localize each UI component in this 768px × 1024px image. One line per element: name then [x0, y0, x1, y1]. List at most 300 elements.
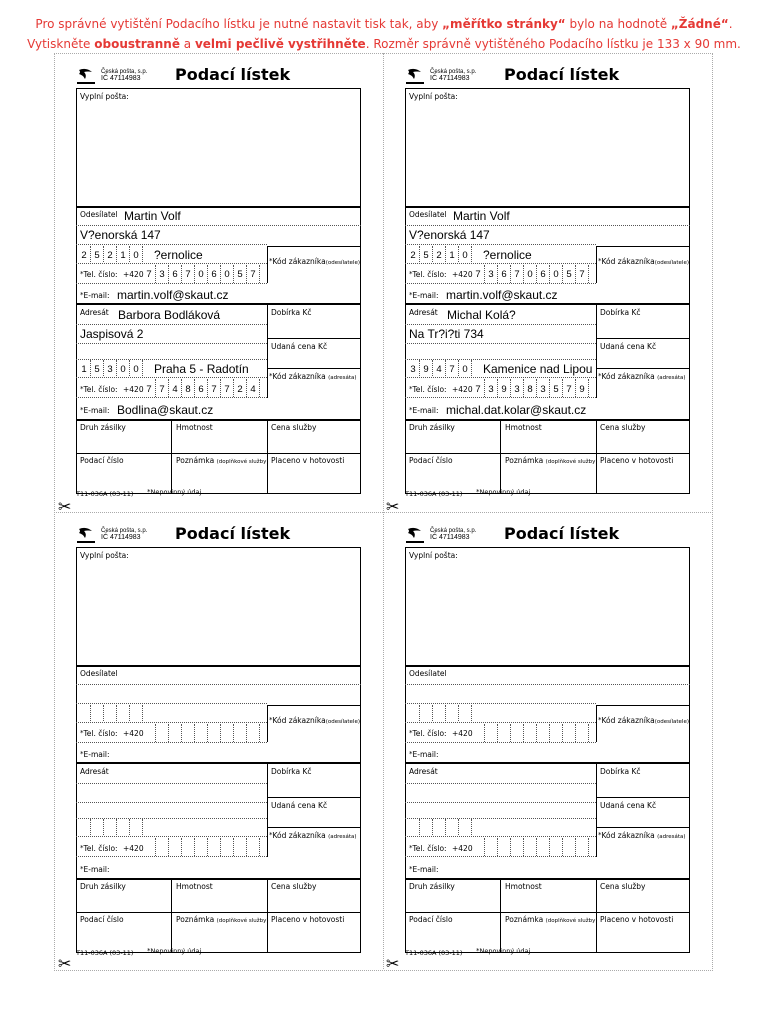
note-small: (doplňkové služby) — [545, 918, 598, 924]
recipient-zip-digit: 3 — [410, 364, 416, 375]
phone-label-text: Tel. číslo: — [83, 729, 118, 738]
row-divider — [596, 827, 690, 828]
dotted-line — [405, 324, 596, 325]
digit-separator — [549, 838, 550, 856]
email-label-text: E-mail: — [412, 750, 439, 759]
recipient-email-label — [409, 865, 439, 874]
customer-code-note: (odesílatele) — [654, 260, 689, 266]
recipient-phone-digit: 7 — [566, 384, 572, 395]
podaci-listek-slip — [405, 524, 690, 961]
digit-separator — [116, 819, 117, 835]
dotted-line — [76, 283, 267, 284]
recipient-email-label — [80, 406, 110, 415]
recipient-zip-digit: 5 — [94, 364, 100, 375]
required-star: * — [598, 257, 602, 265]
dotted-line — [405, 703, 596, 704]
required-star: * — [80, 270, 84, 278]
dotted-line — [405, 818, 596, 819]
sender-phone-digit: 6 — [501, 269, 507, 280]
recipient-phone-digit: 4 — [172, 384, 178, 395]
service-price-label: Cena služby — [271, 423, 317, 432]
recipient-zip-digit: 0 — [462, 364, 468, 375]
sender-label: Odesílatel — [80, 669, 118, 678]
dotted-line — [76, 742, 267, 743]
email-label-text: E-mail: — [83, 406, 110, 415]
sender-phone-digit: 0 — [527, 269, 533, 280]
sender-phone-digit: 7 — [185, 269, 191, 280]
row-divider — [405, 453, 690, 454]
digit-separator — [181, 724, 182, 742]
slip-title: Podací lístek — [504, 65, 620, 84]
post-office-label: Vyplní pošta: — [80, 92, 129, 101]
weight-label: Hmotnost — [176, 423, 213, 432]
recipient-name: Barbora Bodláková — [118, 308, 221, 322]
sender-phone-digit: 0 — [553, 269, 559, 280]
recipient-zip-digit: 4 — [436, 364, 442, 375]
dotted-line — [405, 802, 596, 803]
section-divider — [405, 666, 690, 667]
dotted-line — [76, 324, 267, 325]
row-divider — [596, 797, 690, 798]
column-divider — [267, 763, 268, 857]
required-star: * — [269, 372, 273, 380]
digit-separator — [142, 819, 143, 835]
digit-separator — [90, 819, 91, 835]
sender-label: Odesílatel — [409, 669, 447, 678]
weight-label: Hmotnost — [505, 423, 542, 432]
digit-separator — [523, 724, 524, 742]
form-code: T11-036A (03-11) — [405, 490, 463, 498]
customer-code-note: (odesílatele) — [325, 260, 360, 266]
optional-text: Nepovinný údaj — [150, 488, 202, 496]
digit-separator — [484, 838, 485, 856]
digit-separator — [445, 705, 446, 721]
sender-phone-digit: 3 — [488, 269, 494, 280]
recipient-city: Kamenice nad Lipou — [483, 362, 593, 376]
required-star: * — [80, 844, 84, 852]
required-star: * — [409, 844, 413, 852]
dotted-line — [405, 377, 596, 378]
tracking-number-label: Podací číslo — [80, 915, 124, 924]
declared-value-label: Udaná cena Kč — [271, 342, 328, 351]
section-divider — [76, 207, 361, 208]
organization-name: Česká pošta, s.p. — [430, 69, 477, 75]
sender-zip-digit: 0 — [462, 250, 468, 261]
email-label-text: E-mail: — [412, 406, 439, 415]
sender-phone-digit: 7 — [514, 269, 520, 280]
digit-separator — [458, 819, 459, 835]
sender-phone-digit: 6 — [540, 269, 546, 280]
recipient-zip-digit: 0 — [133, 364, 139, 375]
required-star: * — [80, 406, 84, 414]
required-star: * — [409, 750, 413, 758]
section-divider — [405, 763, 690, 764]
scissors-icon: ✂ — [58, 497, 72, 516]
row-divider — [596, 338, 690, 339]
recipient-phone-digit: 7 — [224, 384, 230, 395]
recipient-zip-digit: 7 — [449, 364, 455, 375]
section-divider — [76, 666, 361, 667]
sender-zip-digit: 2 — [107, 250, 113, 261]
note-label — [505, 456, 598, 467]
recipient-phone-prefix: +420 — [452, 844, 473, 853]
paid-cash-label: Placeno v hotovosti — [271, 456, 345, 465]
required-star: * — [409, 291, 413, 299]
recipient-email-label — [409, 406, 439, 415]
required-star: * — [409, 385, 413, 393]
recipient-phone-label — [409, 385, 447, 394]
required-star: * — [80, 750, 84, 758]
form-code: T11-036A (03-11) — [405, 949, 463, 957]
phone-label-text: Tel. číslo: — [83, 270, 118, 279]
customer-code-note: (odesílatele) — [654, 719, 689, 725]
recipient-phone-digit: 8 — [185, 384, 191, 395]
recipient-email-label — [80, 865, 110, 874]
required-star: * — [598, 716, 602, 724]
phone-label-text: Tel. číslo: — [412, 729, 447, 738]
row-divider — [267, 368, 361, 369]
note-small: (doplňkové služby) — [216, 459, 269, 465]
digit-separator — [471, 819, 472, 835]
row-divider — [405, 912, 690, 913]
row-divider — [267, 827, 361, 828]
phone-label-text: Tel. číslo: — [83, 844, 118, 853]
required-star: * — [80, 291, 84, 299]
recipient-phone-digit: 7 — [146, 384, 152, 395]
phone-label-text: Tel. číslo: — [83, 385, 118, 394]
recipient-zip-digit: 0 — [120, 364, 126, 375]
customer-code-note: (odesílatele) — [325, 719, 360, 725]
sender-phone-digit: 3 — [159, 269, 165, 280]
note-text: Poznámka — [505, 456, 544, 465]
recipient-phone-digit: 4 — [250, 384, 256, 395]
digit-separator — [129, 819, 130, 835]
sender-zip-digit: 1 — [120, 250, 126, 261]
customer-code-text: Kód zákazníka — [272, 716, 326, 725]
recipient-city: Praha 5 - Radotín — [154, 362, 249, 376]
organization-name: Česká pošta, s.p. — [101, 69, 148, 75]
sender-zip-digit: 5 — [94, 250, 100, 261]
dotted-line — [405, 856, 596, 857]
recipient-street: Jaspisová 2 — [80, 327, 144, 341]
cut-guide-horizontal — [54, 512, 711, 513]
digit-separator — [259, 265, 260, 283]
dotted-line — [405, 397, 596, 398]
weight-label: Hmotnost — [176, 882, 213, 891]
required-star: * — [80, 729, 84, 737]
required-star: * — [598, 831, 602, 839]
slip-border — [405, 547, 690, 953]
shipment-type-label: Druh zásilky — [80, 423, 126, 432]
dotted-line — [405, 722, 596, 723]
service-price-label: Cena služby — [271, 882, 317, 891]
digit-separator — [471, 360, 472, 376]
paid-cash-label: Placeno v hotovosti — [271, 915, 345, 924]
sender-phone-digit: 0 — [224, 269, 230, 280]
notice-text: . — [728, 17, 733, 31]
optional-field-note — [147, 488, 201, 496]
row-divider — [596, 368, 690, 369]
recipient-street: Na Tr?i?ti 734 — [409, 327, 484, 341]
section-divider — [76, 879, 361, 880]
sender-phone-digit: 0 — [198, 269, 204, 280]
dotted-line — [76, 225, 361, 226]
digit-separator — [536, 724, 537, 742]
notice-text: Pro správné vytištění Podacího lístku je nutné nastavit tisk tak, aby — [35, 17, 443, 31]
recipient-zip-digit: 3 — [107, 364, 113, 375]
sender-label: Odesílatel — [80, 210, 118, 219]
sender-zip-digit: 2 — [81, 250, 87, 261]
required-star: * — [147, 947, 151, 955]
dotted-line — [405, 343, 596, 344]
recipient-phone-label — [80, 844, 118, 853]
sender-name: Martin Volf — [124, 209, 181, 223]
sender-street: V?enorská 147 — [80, 228, 161, 242]
section-divider — [76, 763, 361, 764]
slip-title: Podací lístek — [175, 524, 291, 543]
service-price-label: Cena služby — [600, 882, 646, 891]
recipient-email: Bodlina@skaut.cz — [117, 403, 214, 417]
email-label-text: E-mail: — [412, 865, 439, 874]
note-small: (doplňkové služby) — [545, 459, 598, 465]
sender-phone-label — [409, 270, 447, 279]
row-divider — [76, 453, 361, 454]
digit-separator — [549, 724, 550, 742]
digit-separator — [471, 705, 472, 721]
ceska-posta-logo-icon — [76, 527, 96, 545]
column-divider — [500, 420, 501, 494]
dotted-line — [76, 802, 267, 803]
slip-title: Podací lístek — [504, 524, 620, 543]
digit-separator — [497, 724, 498, 742]
required-star: * — [269, 831, 273, 839]
dotted-line — [405, 359, 596, 360]
phone-label-text: Tel. číslo: — [412, 270, 447, 279]
digit-separator — [90, 705, 91, 721]
digit-separator — [419, 705, 420, 721]
declared-value-label: Udaná cena Kč — [271, 801, 328, 810]
sender-phone-label — [80, 729, 118, 738]
required-star: * — [409, 270, 413, 278]
customer-code-text: Kód zákazníka — [272, 831, 326, 840]
cod-label: Dobírka Kč — [600, 308, 641, 317]
recipient-phone-digit: 6 — [198, 384, 204, 395]
sender-label: Odesílatel — [409, 210, 447, 219]
form-code: T11-036A (03-11) — [76, 949, 134, 957]
recipient-label: Adresát — [409, 308, 438, 317]
dotted-line — [76, 836, 267, 837]
note-label — [505, 915, 598, 926]
customer-code-text: Kód zákazníka — [272, 372, 326, 381]
podaci-listek-slip — [405, 65, 690, 502]
post-office-label: Vyplní pošta: — [80, 551, 129, 560]
section-divider — [76, 304, 361, 305]
column-divider — [267, 246, 268, 283]
row-divider — [267, 246, 361, 247]
sender-phone-digit: 5 — [237, 269, 243, 280]
service-price-label: Cena služby — [600, 423, 646, 432]
sender-city: ?ernolice — [154, 248, 203, 262]
recipient-phone-prefix: +420 — [123, 844, 144, 853]
scissors-icon: ✂ — [386, 497, 400, 516]
tracking-number-label: Podací číslo — [80, 456, 124, 465]
column-divider — [267, 705, 268, 742]
digit-separator — [588, 379, 589, 397]
post-office-label: Vyplní pošta: — [409, 92, 458, 101]
column-divider — [171, 420, 172, 494]
recipient-phone-digit: 9 — [579, 384, 585, 395]
digit-separator — [207, 724, 208, 742]
organization-name: Česká pošta, s.p. — [101, 528, 148, 534]
digit-separator — [155, 724, 156, 742]
sender-phone-digit: 7 — [475, 269, 481, 280]
tracking-number-label: Podací číslo — [409, 456, 453, 465]
digit-separator — [497, 838, 498, 856]
sender-phone-digit: 7 — [579, 269, 585, 280]
print-notice-line-2 — [0, 34, 768, 54]
digit-separator — [259, 379, 260, 397]
column-divider — [596, 705, 597, 742]
email-label-text: E-mail: — [83, 750, 110, 759]
recipient-phone-prefix: +420 — [452, 385, 473, 394]
notice-text: bylo na hodnotě — [565, 17, 671, 31]
dotted-line — [405, 836, 596, 837]
customer-code-text: Kód zákazníka — [601, 831, 655, 840]
podaci-listek-slip — [76, 524, 361, 961]
recipient-customer-code-label — [598, 372, 686, 383]
digit-separator — [233, 724, 234, 742]
paid-cash-label: Placeno v hotovosti — [600, 456, 674, 465]
sender-email-label — [409, 291, 439, 300]
column-divider — [171, 879, 172, 953]
required-star: * — [147, 488, 151, 496]
organization-id: IČ 47114983 — [101, 75, 141, 82]
customer-code-text: Kód zákazníka — [601, 372, 655, 381]
sender-zip-digit: 2 — [410, 250, 416, 261]
slip-border — [76, 547, 361, 953]
notice-text: . Rozměr správně vytištěného Podacího lístku je 133 x 90 mm. — [365, 37, 741, 51]
digit-separator — [588, 265, 589, 283]
digit-separator — [181, 838, 182, 856]
required-star: * — [409, 729, 413, 737]
recipient-email: michal.dat.kolar@skaut.cz — [446, 403, 587, 417]
sender-email: martin.volf@skaut.cz — [446, 288, 558, 302]
scissors-icon: ✂ — [58, 954, 72, 973]
sender-phone-digit: 7 — [146, 269, 152, 280]
digit-separator — [562, 724, 563, 742]
sender-phone-digit: 5 — [566, 269, 572, 280]
dotted-line — [76, 244, 267, 245]
digit-separator — [194, 838, 195, 856]
dotted-line — [76, 343, 267, 344]
dotted-line — [76, 818, 267, 819]
sender-zip-digit: 2 — [436, 250, 442, 261]
digit-separator — [220, 724, 221, 742]
sender-phone-label — [409, 729, 447, 738]
recipient-customer-code-label — [269, 372, 357, 383]
optional-text: Nepovinný údaj — [479, 947, 531, 955]
notice-text: Vytiskněte — [27, 37, 95, 51]
digit-separator — [207, 838, 208, 856]
digit-separator — [588, 724, 589, 742]
digit-separator — [458, 705, 459, 721]
row-divider — [596, 705, 690, 706]
required-star: * — [80, 865, 84, 873]
email-label-text: E-mail: — [83, 865, 110, 874]
section-divider — [405, 420, 690, 421]
phone-label-text: Tel. číslo: — [412, 844, 447, 853]
dotted-line — [405, 244, 596, 245]
customer-code-text: Kód zákazníka — [601, 257, 655, 266]
optional-text: Nepovinný údaj — [479, 488, 531, 496]
dotted-line — [76, 377, 267, 378]
organization-id: IČ 47114983 — [430, 75, 470, 82]
sender-phone-prefix: +420 — [452, 270, 473, 279]
ceska-posta-logo-icon — [405, 68, 425, 86]
print-notice-line-1 — [0, 14, 768, 34]
dotted-line — [76, 856, 267, 857]
recipient-phone-label — [409, 844, 447, 853]
note-label — [176, 915, 269, 926]
recipient-phone-digit: 8 — [527, 384, 533, 395]
digit-separator — [116, 705, 117, 721]
recipient-phone-digit: 5 — [553, 384, 559, 395]
notice-emphasis: oboustranně — [94, 37, 180, 51]
digit-separator — [168, 724, 169, 742]
column-divider — [267, 304, 268, 398]
email-label-text: E-mail: — [412, 291, 439, 300]
customer-code-note: (adresáta) — [328, 375, 357, 381]
customer-code-text: Kód zákazníka — [272, 257, 326, 266]
digit-separator — [246, 838, 247, 856]
digit-separator — [471, 246, 472, 262]
dotted-line — [405, 783, 596, 784]
digit-separator — [588, 838, 589, 856]
sender-name: Martin Volf — [453, 209, 510, 223]
digit-separator — [575, 724, 576, 742]
sender-email: martin.volf@skaut.cz — [117, 288, 229, 302]
shipment-type-label: Druh zásilky — [409, 423, 455, 432]
section-divider — [405, 207, 690, 208]
digit-separator — [484, 724, 485, 742]
phone-label-text: Tel. číslo: — [412, 385, 447, 394]
digit-separator — [155, 838, 156, 856]
recipient-phone-digit: 2 — [237, 384, 243, 395]
digit-separator — [562, 838, 563, 856]
digit-separator — [523, 838, 524, 856]
digit-separator — [129, 705, 130, 721]
dotted-line — [76, 684, 361, 685]
dotted-line — [76, 703, 267, 704]
dotted-line — [405, 684, 690, 685]
sender-zip-digit: 1 — [449, 250, 455, 261]
digit-separator — [419, 819, 420, 835]
digit-separator — [246, 724, 247, 742]
dotted-line — [405, 283, 596, 284]
recipient-phone-digit: 3 — [488, 384, 494, 395]
sender-phone-digit: 6 — [211, 269, 217, 280]
notice-emphasis: „měřítko stránky“ — [442, 17, 566, 31]
recipient-label: Adresát — [80, 767, 109, 776]
dotted-line — [76, 359, 267, 360]
paid-cash-label: Placeno v hotovosti — [600, 915, 674, 924]
customer-code-text: Kód zákazníka — [601, 716, 655, 725]
sender-phone-prefix: +420 — [123, 270, 144, 279]
recipient-phone-digit: 7 — [159, 384, 165, 395]
organization-name: Česká pošta, s.p. — [430, 528, 477, 534]
section-divider — [405, 879, 690, 880]
required-star: * — [476, 947, 480, 955]
